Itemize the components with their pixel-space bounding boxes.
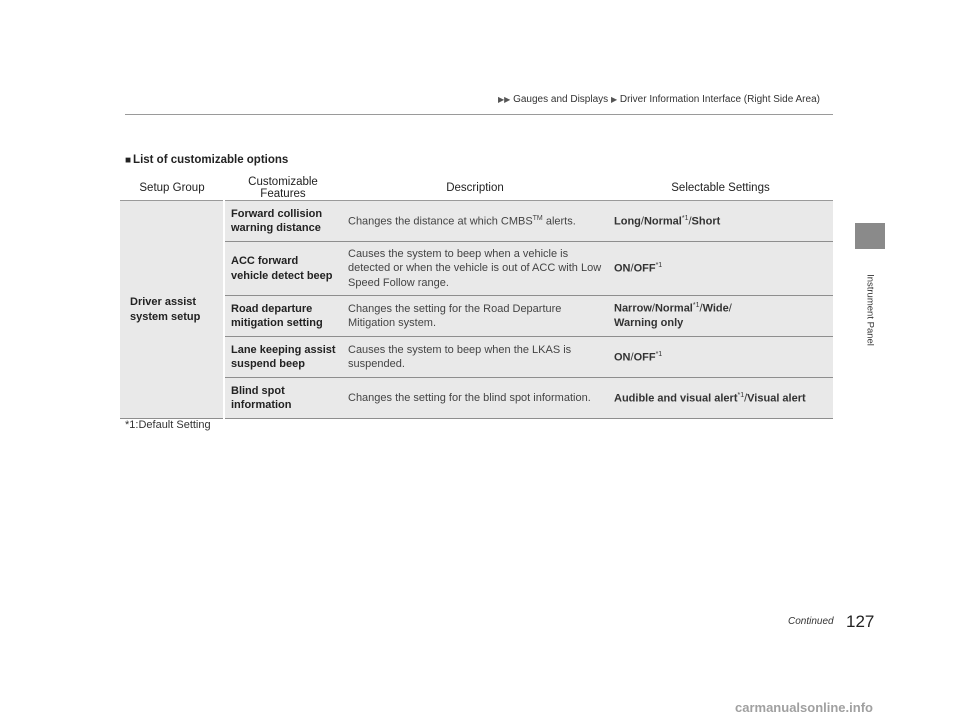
breadcrumb-arrow-icon: ▶▶ <box>498 95 511 104</box>
table-row <box>120 296 833 337</box>
description-cell: Changes the distance at which CMBS™ alerts. <box>342 201 608 242</box>
feature-cell: Blind spot information <box>224 378 342 419</box>
chapter-tab <box>855 223 885 249</box>
footnote: *1:Default Setting <box>125 419 211 431</box>
breadcrumb-item-driver-info[interactable]: Driver Information Interface (Right Side Area) <box>619 94 820 105</box>
settings-cell: Audible and visual alert$^{*1}$/Visual alert <box>608 378 833 419</box>
breadcrumb <box>498 94 820 105</box>
table-row <box>120 337 833 378</box>
table-header-row <box>120 176 833 201</box>
header-features: Customizable Features <box>224 176 342 201</box>
settings-cell: Long/Normal$^{*1}$/Short <box>608 201 833 242</box>
feature-cell: Road departure mitigation setting <box>224 296 342 337</box>
settings-cell: ON/OFF$^{*1}$ <box>608 242 833 296</box>
description-cell: Changes the setting for the Road Departure Mitigation system. <box>342 296 608 337</box>
table-row <box>120 378 833 419</box>
description-cell: Causes the system to beep when a vehicle is detected or when the vehicle is out of ACC with Low Speed Follow range. <box>342 242 608 296</box>
feature-cell: ACC forward vehicle detect beep <box>224 242 342 296</box>
section-title-text: List of customizable options <box>133 154 289 166</box>
header-description: Description <box>342 176 608 201</box>
section-title <box>125 154 288 166</box>
header-setup-group: Setup Group <box>120 176 224 201</box>
feature-cell: Forward collision warning distance <box>224 201 342 242</box>
table-row <box>120 201 833 242</box>
feature-cell: Lane keeping assist suspend beep <box>224 337 342 378</box>
header-divider <box>125 114 833 115</box>
settings-cell: ON/OFF$^{*1}$ <box>608 337 833 378</box>
description-cell: Causes the system to beep when the LKAS is suspended. <box>342 337 608 378</box>
options-table <box>120 176 833 419</box>
description-cell: Changes the setting for the blind spot information. <box>342 378 608 419</box>
breadcrumb-item-gauges[interactable]: Gauges and Displays <box>513 94 609 105</box>
table-row <box>120 242 833 296</box>
setup-group-cell: Driver assist system setup <box>120 201 224 419</box>
page-number: 127 <box>846 612 875 631</box>
header-settings: Selectable Settings <box>608 176 833 201</box>
settings-cell: Narrow/Normal$^{*1}$/Wide/ Warning only <box>608 296 833 337</box>
continued-label: Continued <box>788 616 834 627</box>
breadcrumb-arrow-icon: ▶ <box>610 95 618 104</box>
square-bullet-icon: ■ <box>125 155 132 166</box>
chapter-label: Instrument Panel <box>864 274 876 346</box>
watermark: carmanualsonline.info <box>735 700 873 715</box>
